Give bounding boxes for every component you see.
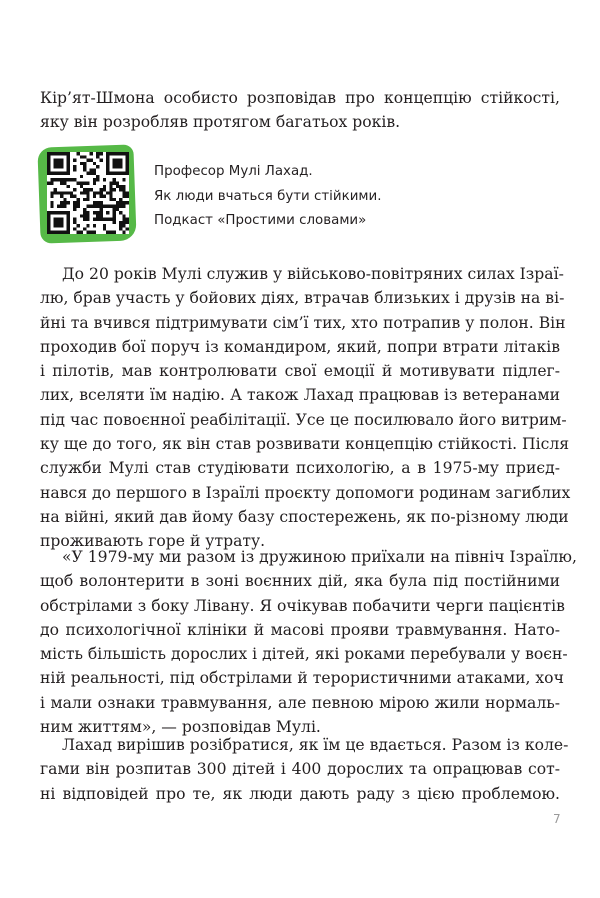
text-line: обстрілами з боку Лівану. Я очікував побачити черги пацієнтів <box>40 596 565 615</box>
qr-caption-source: Подкаст «Простими словами» <box>154 213 367 228</box>
text-line: Лахад вирішив розібратися, як їм це вдається. Разом із коле- <box>62 736 569 754</box>
body-paragraph-2 <box>40 545 577 739</box>
text-line: йні та вчився підтримувати сім’ї тих, хто потрапив у полон. Він <box>40 313 566 332</box>
body-paragraph-3 <box>40 733 569 806</box>
text-line: До 20 років Мулі служив у військово-повітряних силах Ізраї- <box>62 265 564 283</box>
text-line: ній реальності, під обстрілами й терористичними атаками, хоч <box>40 669 564 688</box>
text-line: щоб волонтерити в зоні воєнних дій, яка була під постійними <box>40 572 560 591</box>
text-line: гами він розпитав 300 дітей і 400 дорослих та опрацював сот- <box>40 760 560 779</box>
text-line: служби Мулі став студіювати психологію, а в 1975-му приєд- <box>40 459 560 478</box>
text-line: мість більшість дорослих і дітей, які роками перебували у воєн- <box>40 645 568 664</box>
text-line: лих, вселяти їм надію. А також Лахад працював із ветеранами <box>40 386 560 405</box>
text-line: «У 1979-му ми разом із дружиною приїхали на північ Ізраїлю, <box>62 548 577 566</box>
text-line: ним життям», — розповідав Мулі. <box>40 718 321 737</box>
text-line: під час повоєнної реабілітації. Усе це посилювало його витрим- <box>40 410 567 429</box>
text-line: нався до першого в Ізраїлі проєкту допомоги родинам загиблих <box>40 483 571 502</box>
qr-caption-title: Як люди вчаться бути стійкими. <box>154 188 382 204</box>
text-line: і мали ознаки травмування, але певною мірою жили нормаль- <box>40 693 560 712</box>
qr-code[interactable] <box>47 152 129 234</box>
page-number: 7 <box>553 812 561 826</box>
qr-caption-author: Професор Мулі Лахад. <box>154 164 313 179</box>
text-line: проживають горе й утрату. <box>40 532 266 551</box>
text-line: Кір’ят-Шмона особисто розповідав про концепцію стійкості, <box>40 89 560 107</box>
text-line: і пілотів, мав контролювати свої емоції й мотивувати підлег- <box>40 362 560 381</box>
body-paragraph-1 <box>40 262 571 554</box>
text-line: яку він розробляв протягом багатьох років. <box>40 113 401 132</box>
intro-paragraph <box>40 86 560 135</box>
text-line: ку ще до того, як він став розвивати концепцію стійкості. Після <box>40 435 570 454</box>
text-line: проходив бої поруч із командиром, який, попри втрати літаків <box>40 337 560 356</box>
text-line: на війні, який дав йому базу спостережень, як по-різному люди <box>40 507 569 526</box>
text-line: ні відповідей про те, як люди дають раду з цією проблемою. <box>40 784 560 803</box>
text-line: лю, брав участь у бойових діях, втрачав близьких і друзів на ві- <box>40 289 565 308</box>
qr-code-icon <box>47 152 129 234</box>
qr-caption <box>154 160 381 234</box>
text-line: до психологічної клініки й масові прояви травмування. Натo- <box>40 620 560 639</box>
